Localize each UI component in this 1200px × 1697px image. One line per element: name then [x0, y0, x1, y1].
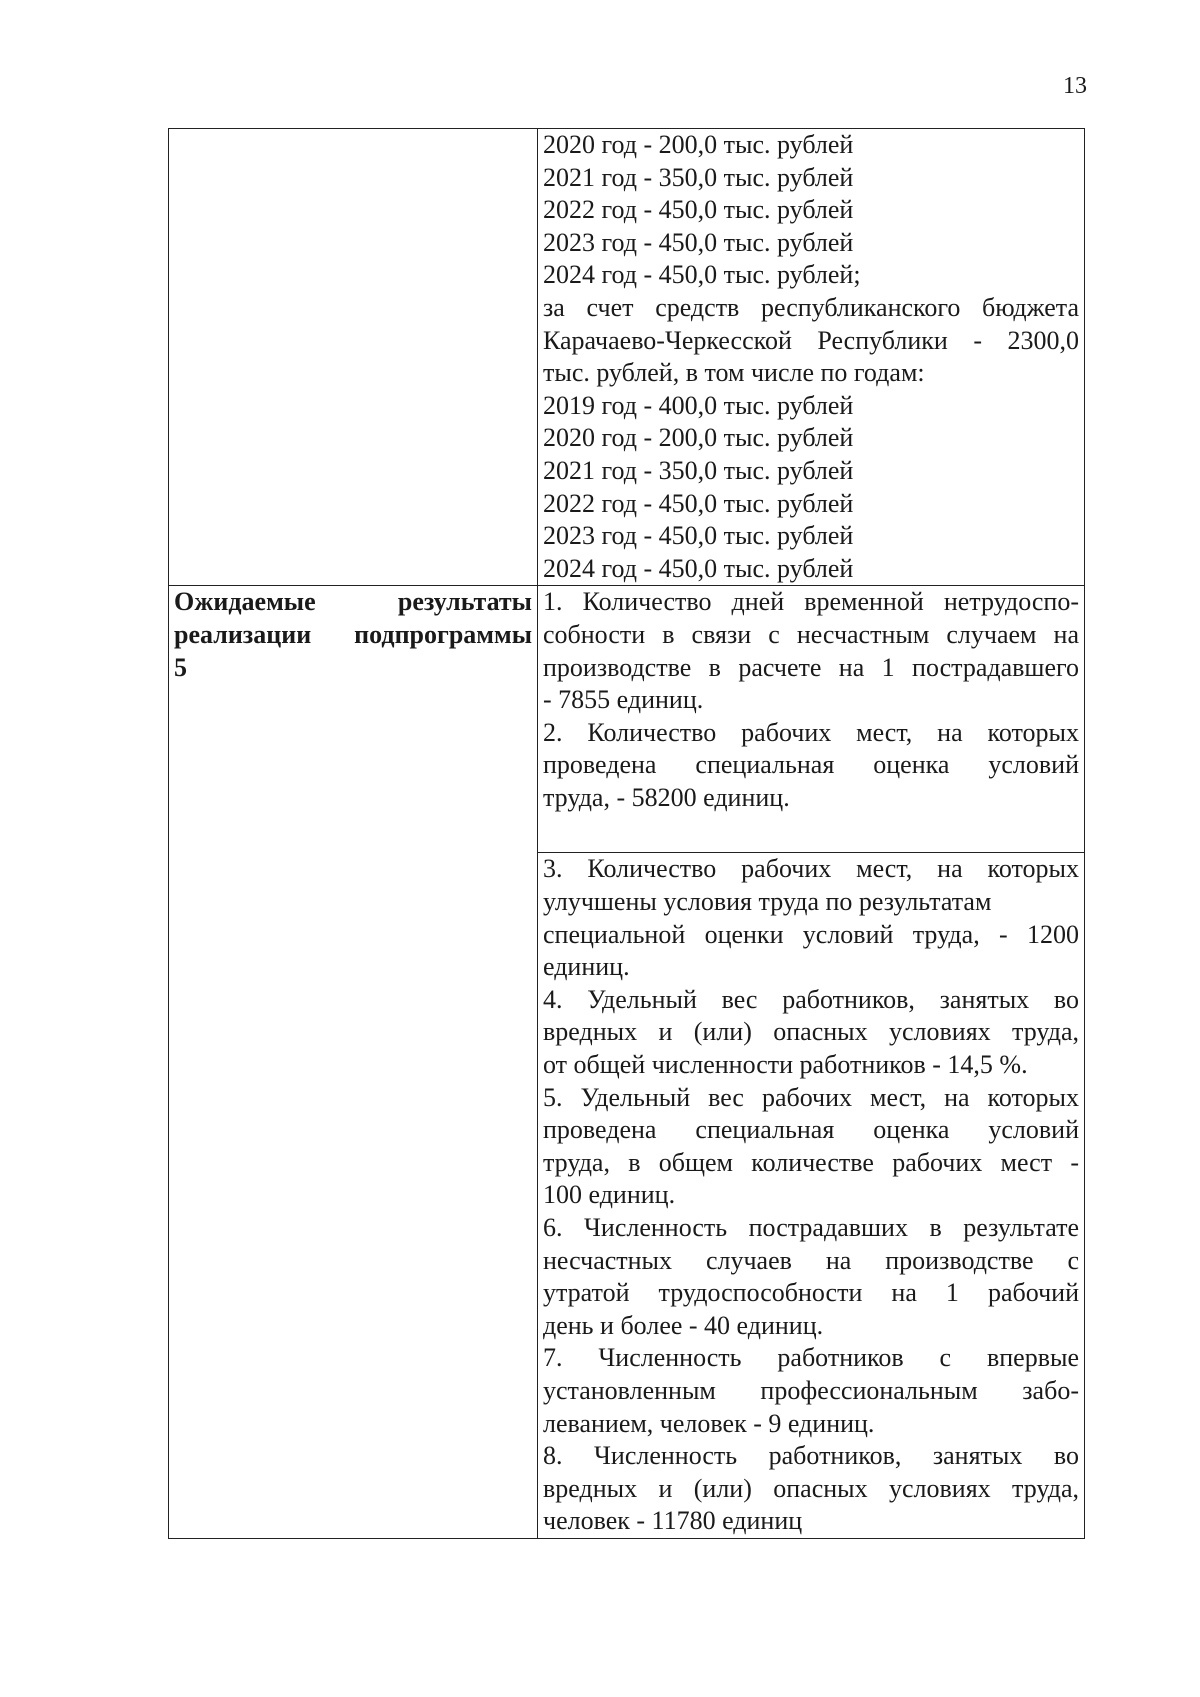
result-line: человек - 11780 единиц	[543, 1506, 803, 1536]
result-line: 8. Численность работников, занятых во	[543, 1441, 1079, 1471]
label-line: Ожидаемые результаты	[174, 587, 532, 617]
funding-line: 2021 год - 350,0 тыс. рублей	[543, 162, 854, 192]
results-cell-2	[538, 853, 1085, 1538]
result-line: утратой трудоспособности на 1 рабочий	[543, 1278, 1079, 1308]
result-line: вредных и (или) опасных условиях труда,	[543, 1017, 1079, 1047]
result-line: 4. Удельный вес работников, занятых во	[543, 984, 1079, 1014]
result-line: труда, - 58200 единиц.	[543, 782, 790, 812]
result-line: производстве в расчете на 1 пострадавшего	[543, 652, 1079, 682]
result-line: проведена специальная оценка условий	[543, 750, 1079, 780]
result-line: установленным профессиональным забо-	[543, 1375, 1079, 1405]
result-line: 7. Численность работников с впервые	[543, 1343, 1079, 1373]
result-line: день и более - 40 единиц.	[543, 1310, 824, 1340]
result-line: леванием, человек - 9 единиц.	[543, 1408, 875, 1438]
funding-line: 2024 год - 450,0 тыс. рублей;	[543, 260, 861, 290]
subprogram-passport-table	[168, 128, 1085, 1539]
funding-line: за счет средств республиканского бюджета	[543, 292, 1079, 322]
funding-line: тыс. рублей, в том числе по годам:	[543, 358, 925, 388]
label-line: реализации подпрограммы	[174, 619, 532, 649]
result-line: - 7855 единиц.	[543, 685, 704, 715]
funding-line: 2021 год - 350,0 тыс. рублей	[543, 455, 854, 485]
label-line: 5	[174, 652, 187, 682]
funding-cell	[538, 129, 1085, 586]
result-line: 3. Количество рабочих мест, на которых	[543, 854, 1079, 884]
funding-line: 2023 год - 450,0 тыс. рублей	[543, 227, 854, 257]
cell-spacer	[543, 814, 1079, 852]
result-line: 2. Количество рабочих мест, на которых	[543, 717, 1079, 747]
result-line: специальной оценки условий труда, - 1200	[543, 919, 1079, 949]
funding-line: 2020 год - 200,0 тыс. рублей	[543, 423, 854, 453]
table-row-funding	[169, 129, 1085, 586]
funding-line: 2023 год - 450,0 тыс. рублей	[543, 521, 854, 551]
funding-line: 2024 год - 450,0 тыс. рублей	[543, 553, 854, 583]
result-line: 1. Количество дней временной нетрудоспо-	[543, 587, 1079, 617]
result-line: проведена специальная оценка условий	[543, 1115, 1079, 1145]
page-number: 13	[1063, 73, 1087, 99]
row-label-expected-results	[169, 586, 538, 1539]
result-line: 6. Численность пострадавших в результате	[543, 1213, 1079, 1242]
result-line: улучшены условия труда по результатам	[543, 887, 992, 917]
funding-line: Карачаево-Черкесской Республики - 2300,0	[543, 325, 1079, 355]
result-line: 5. Удельный вес рабочих мест, на которых	[543, 1082, 1079, 1112]
funding-line: 2020 год - 200,0 тыс. рублей	[543, 130, 854, 159]
result-line: 100 единиц.	[543, 1180, 676, 1210]
funding-line: 2019 год - 400,0 тыс. рублей	[543, 390, 854, 420]
result-line: от общей численности работников - 14,5 %.	[543, 1050, 1028, 1080]
result-line: вредных и (или) опасных условиях труда,	[543, 1473, 1079, 1503]
result-line: труда, в общем количестве рабочих мест -	[543, 1147, 1079, 1177]
funding-line: 2022 год - 450,0 тыс. рублей	[543, 195, 854, 225]
table-row-expected-results	[169, 586, 1085, 853]
row-label-funding	[169, 129, 538, 586]
results-cell-1	[538, 586, 1085, 853]
result-line: собности в связи с несчастным случаем на	[543, 619, 1079, 649]
funding-line: 2022 год - 450,0 тыс. рублей	[543, 488, 854, 518]
result-line: несчастных случаев на производстве с	[543, 1245, 1079, 1275]
result-line: единиц.	[543, 952, 630, 982]
